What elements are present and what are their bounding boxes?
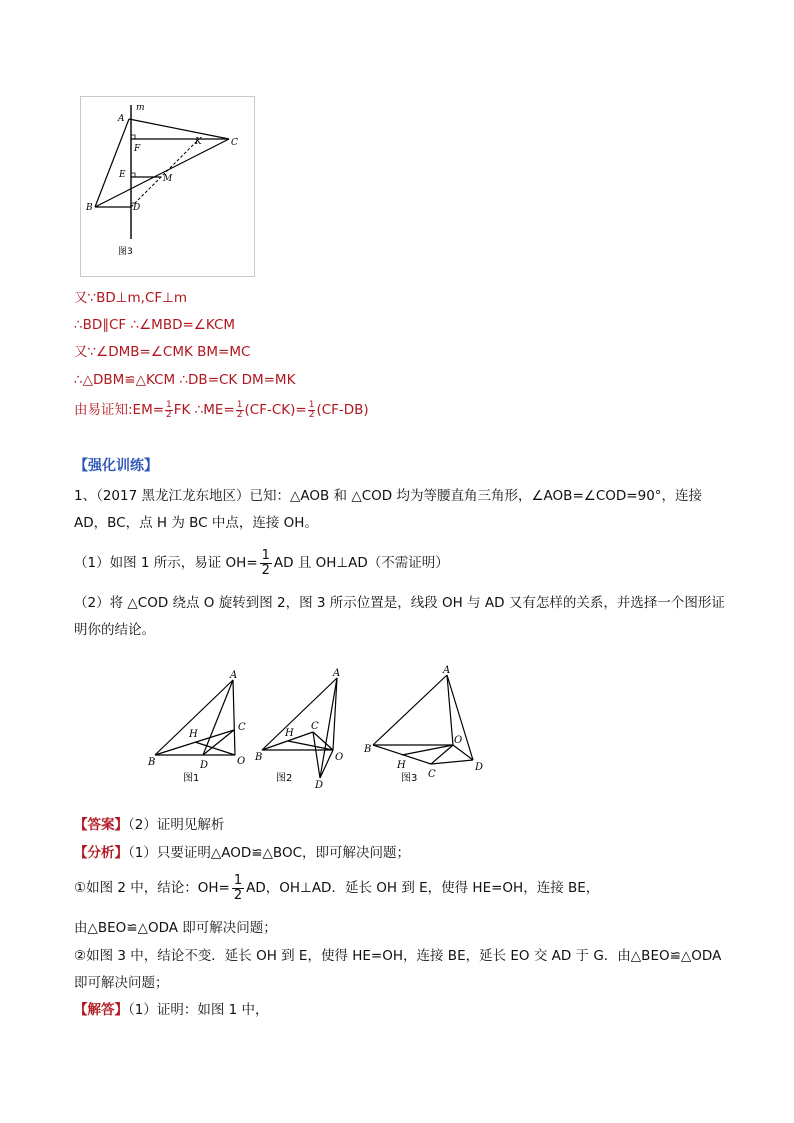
fig1-label-O: O: [237, 756, 246, 767]
label-C: C: [231, 138, 238, 148]
analysis-line: [74, 840, 734, 866]
fraction-num: 1: [166, 399, 172, 410]
fig1-label-B: B: [148, 757, 156, 768]
fraction: [308, 401, 316, 420]
proof-text-part: (CF-DB): [316, 402, 369, 418]
proof-line-5: [74, 400, 369, 420]
fraction-den: 2: [308, 409, 315, 420]
analysis-tag: 【分析】: [74, 845, 128, 861]
solution-text: （1）证明：如图 1 中，: [128, 1002, 269, 1018]
analysis-case-1-line-2: 由△BEO≌△ODA 即可解决问题；: [74, 920, 277, 936]
proof-text-part: 由易证知:EM=: [74, 402, 165, 418]
fig3-label-H: H: [397, 760, 406, 771]
answer-text: （2）证明见解析: [128, 817, 225, 833]
fig1-label-A: A: [230, 670, 238, 681]
fig2-label-A: A: [333, 668, 341, 679]
case1-text-a: ①如图 2 中，结论：OH=: [74, 880, 230, 896]
analysis-case-2-line-1: ②如图 3 中，结论不变．延长 OH 到 E，使得 HE=OH，连接 BE，延长 EO 交 AD 于 G．由△BEO≌△ODA: [74, 948, 722, 964]
figure-3-top: [80, 96, 255, 277]
figure-3-top-diagram: [81, 97, 256, 278]
fig1-caption: 图1: [183, 773, 200, 784]
case1-text-b: AD，OH⊥AD．延长 OH 到 E，使得 HE=OH，连接 BE，: [246, 880, 600, 896]
label-m: m: [136, 103, 145, 113]
fig1-label-D: D: [200, 760, 209, 771]
solution-tag: 【解答】: [74, 1002, 128, 1018]
fig2-label-B: B: [255, 752, 263, 763]
fraction-den: 2: [233, 887, 243, 903]
analysis-text: （1）只要证明△AOD≌△BOC，即可解决问题；: [128, 845, 411, 861]
fig1-label-H: H: [189, 729, 198, 740]
fraction: [236, 401, 244, 420]
problem-line-1: 1、（2017 黑龙江龙东地区）已知：△AOB 和 △COD 均为等腰直角三角形，∠AOB=∠COD=90°，连接: [74, 488, 703, 504]
analysis-case-1: [74, 873, 734, 903]
fig2-caption: 图2: [276, 773, 293, 784]
fraction-num: 1: [261, 547, 270, 563]
figure-3: [363, 665, 483, 784]
fraction-num: 1: [308, 399, 315, 410]
q1-text-b: AD 且 OH⊥AD（不需证明）: [273, 555, 449, 571]
fraction-num: 1: [233, 872, 243, 888]
problem-question-2-line-2: 明你的结论。: [74, 622, 155, 638]
fig3-label-D: D: [475, 762, 484, 773]
fraction: [165, 401, 173, 420]
problem-question-1: [74, 548, 734, 578]
figures-row: [145, 660, 505, 790]
proof-line-1: 又∵BD⊥m,CF⊥m: [74, 290, 188, 306]
fraction-num: 1: [236, 399, 243, 410]
fraction-den: 2: [236, 409, 243, 420]
figure-1: [147, 670, 246, 784]
fig1-label-C: C: [238, 722, 246, 733]
fig2-label-D: D: [315, 780, 324, 790]
analysis-case-2-line-2: 即可解决问题；: [74, 975, 169, 991]
fig3-label-C: C: [428, 769, 436, 780]
proof-line-3: 又∵∠DMB=∠CMK BM=MC: [74, 344, 251, 360]
figure-2: [254, 668, 343, 790]
problem-question-2-line-1: （2）将 △COD 绕点 O 旋转到图 2，图 3 所示位置是，线段 OH 与 AD 又有怎样的关系，并选择一个图形证: [74, 595, 725, 611]
proof-line-4: ∴△DBM≌△KCM ∴DB=CK DM=MK: [74, 372, 296, 388]
label-D: D: [133, 203, 141, 213]
section-title: 【强化训练】: [74, 458, 158, 474]
q1-text-a: （1）如图 1 所示，易证 OH=: [74, 555, 258, 571]
label-M: M: [163, 174, 173, 184]
answer-line: [74, 812, 734, 838]
fraction-den: 2: [166, 409, 172, 420]
proof-line-2: ∴BD∥CF ∴∠MBD=∠KCM: [74, 317, 236, 333]
answer-tag: 【答案】: [74, 817, 128, 833]
label-K: K: [195, 137, 202, 147]
label-E: E: [119, 170, 126, 180]
problem-line-2: AD，BC，点 H 为 BC 中点，连接 OH。: [74, 515, 318, 531]
fraction-den: 2: [261, 562, 270, 578]
fig3-label-B: B: [364, 744, 372, 755]
label-F: F: [134, 144, 141, 154]
fig3-label-A: A: [443, 665, 451, 676]
fig2-label-C: C: [311, 721, 319, 732]
fig3-caption: 图3: [401, 773, 418, 784]
fraction: [260, 549, 272, 578]
fraction: [232, 874, 244, 903]
label-B: B: [86, 203, 93, 213]
fig2-label-H: H: [285, 728, 294, 739]
solution-line: [74, 997, 734, 1023]
label-A: A: [118, 114, 125, 124]
fig2-label-O: O: [335, 752, 344, 763]
proof-text-part: (CF-CK)=: [244, 402, 307, 418]
proof-text-part: FK ∴ME=: [173, 402, 235, 418]
fig3-label-O: O: [454, 735, 463, 746]
figure-caption: 图3: [118, 247, 133, 257]
